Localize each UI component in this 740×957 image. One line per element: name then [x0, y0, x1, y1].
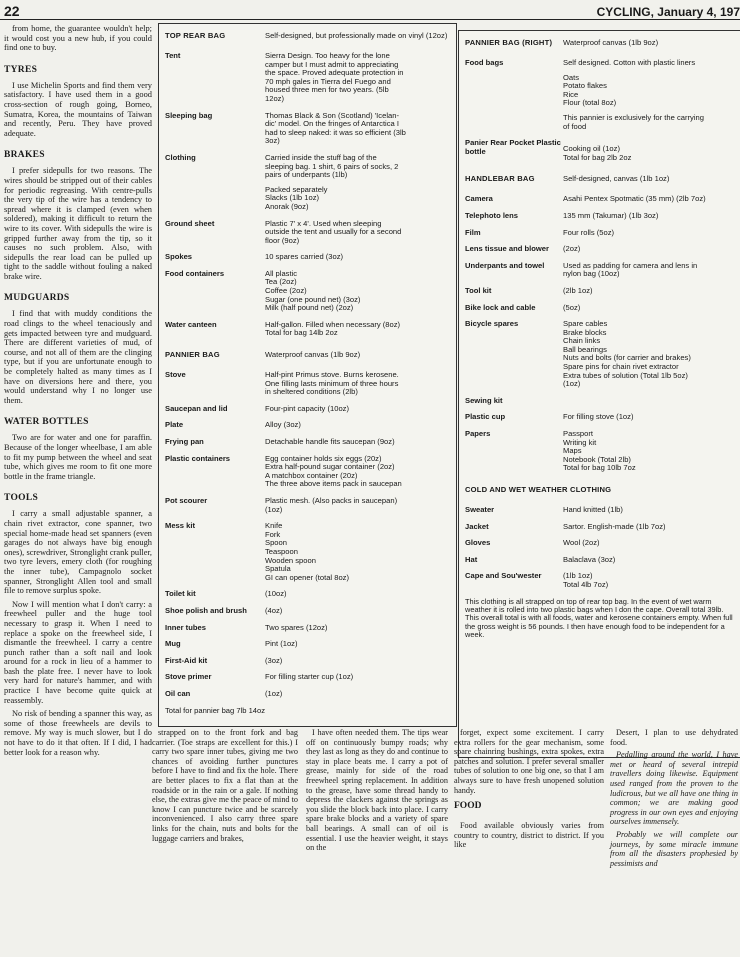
item-row — [165, 52, 450, 104]
item-name: First-Aid kit — [165, 655, 208, 665]
item-name: Saucepan and lid — [165, 403, 228, 413]
bottom-col3-text: forget, expect some excitement. I carry extra rollers for the gear mechanism, some spare chainring bushings, extra spokes, extra patches and solution. I prefer several smaller tubes of solution to one big one, so that I am always sure to have fresh unopened solution handy. — [454, 728, 604, 795]
item-name: Tent — [165, 51, 181, 60]
item-name: Bike lock and cable — [465, 302, 536, 312]
paragraph: Now I will mention what I don't carry: a freewheel puller and the huge tool necessary to grasp it. When I need to replace a spoke on the freewheel side, I dismantle the freewheel. I carry a centre punch rather than a soft nail and look around for a rock in lieu of a hammer to bash the plate free. I never have to look very hard for nature's hammer, and with practice I have become quite quick at reassembly. — [4, 599, 152, 705]
item-details — [265, 371, 450, 397]
detail-line: (3oz) — [265, 656, 283, 665]
detail-line: 70 mph gales in Tierra del Fuego and — [265, 77, 391, 86]
item-details — [265, 154, 450, 212]
detail-line: Four rolls (5oz) — [563, 228, 615, 237]
detail-line: Balaclava (3oz) — [563, 555, 616, 564]
item-row — [465, 413, 736, 422]
item-name: Food containers — [165, 268, 225, 278]
item-name: Plate — [165, 420, 184, 430]
item-details — [563, 229, 736, 238]
detail-line: Total for bag 14lb 2oz — [265, 329, 338, 338]
item-row — [465, 212, 736, 221]
detail-line: Total for bag 10lb 7oz — [563, 464, 636, 473]
item-name: Panier Rear Pocket Plastic bottle — [465, 138, 561, 156]
detail-line: Half-gallon. Filled when necessary (8oz) — [265, 320, 401, 329]
item-details — [563, 304, 736, 313]
detail-line: Self designed. Cotton with plastic liners — [563, 59, 696, 67]
bottom-col4-text: Desert, I plan to use dehydrated food. — [610, 728, 738, 747]
detail-line: Detachable handle fits saucepan (9oz) — [265, 438, 395, 446]
item-details — [563, 245, 736, 254]
detail-line: Chain links — [563, 337, 601, 346]
item-row — [465, 195, 736, 204]
detail-line: GI can opener (total 8oz) — [265, 573, 349, 582]
item-row — [165, 321, 450, 338]
section-header — [165, 27, 450, 44]
item-details — [265, 455, 450, 489]
detail-line: (1oz) — [563, 380, 581, 389]
detail-line: One filling lasts minimum of three hours — [265, 379, 399, 388]
item-row — [165, 421, 450, 430]
item-details — [563, 556, 736, 565]
food-heading: FOOD — [454, 801, 482, 812]
item-name: Sleeping bag — [165, 110, 213, 120]
page-number: 22 — [4, 3, 20, 19]
item-name: Camera — [465, 194, 493, 204]
item-name: Sewing kit — [465, 395, 503, 405]
top-rear-bag-box — [158, 23, 457, 727]
detail-line: Plastic 7' x 4'. Used when sleeping — [265, 219, 382, 228]
item-details — [563, 413, 736, 422]
detail-line: Spare pins for chain rivet extractor — [563, 363, 679, 372]
item-row — [165, 405, 450, 414]
detail-line: housed three men for two years. (5lb — [265, 86, 389, 95]
section-heading: BRAKES — [4, 150, 45, 161]
detail-line: For filling stove (1oz) — [563, 413, 634, 422]
section-title: TOP REAR BAG — [165, 31, 226, 40]
detail-line: Wool (2oz) — [563, 539, 600, 548]
item-row — [465, 523, 736, 532]
item-details — [563, 430, 736, 473]
paragraph: I use Michelin Sports and find them very satisfactory. I have used them in a good cross-section of rough going, Borneo, Sumatra, Korea, the mountains of Taiwan and recently, Peru. They have proved adequate. — [4, 80, 152, 138]
item-name: Plastic containers — [165, 453, 230, 463]
item-row — [465, 287, 736, 296]
detail-line: Spare cables — [563, 320, 608, 329]
detail-line: Sierra Design. Too heavy for the lone — [265, 52, 390, 60]
item-details — [563, 397, 736, 406]
section-subtitle: Self-designed, canvas (1lb 1oz) — [563, 174, 670, 184]
bottom-column-1 — [152, 728, 298, 846]
item-row — [465, 245, 736, 254]
detail-line: Thomas Black & Son (Scotland) 'Icelan- — [265, 111, 399, 120]
section-header — [165, 346, 450, 363]
detail-line: (2lb 1oz) — [563, 286, 593, 295]
item-row — [165, 438, 450, 447]
section-header — [465, 170, 736, 187]
detail-line: Egg container holds six eggs (20z) — [265, 454, 382, 463]
item-name: Jacket — [465, 521, 489, 531]
item-name: Spokes — [165, 252, 193, 262]
item-details — [265, 52, 450, 104]
detail-line: 135 mm (Takumar) (1lb 3oz) — [563, 211, 659, 220]
detail-line: This pannier is exclusively for the carrying — [563, 113, 704, 122]
item-row — [165, 371, 450, 397]
detail-line: (4oz) — [265, 606, 283, 615]
detail-line: (1oz) — [265, 689, 283, 698]
detail-line: Slacks (1lb 1oz) — [265, 194, 320, 203]
page-header — [0, 3, 740, 20]
item-details — [265, 112, 450, 146]
item-name: Gloves — [465, 538, 491, 548]
section-heading: WATER BOTTLES — [4, 417, 89, 428]
paragraph: Two are for water and one for paraffin. Because of the longer wheelbase, I am able to fit my pump between the wheel and seat tube, which gives me room to fit one more bottle in the frame triangle. — [4, 433, 152, 481]
item-details — [265, 607, 450, 616]
item-row — [165, 673, 450, 682]
detail-line: Sugar (one pound net) (3oz) — [265, 295, 361, 304]
item-name: Water canteen — [165, 319, 217, 329]
item-details — [563, 262, 736, 279]
detail-line: Total 4lb 7oz) — [563, 580, 609, 589]
detail-line — [563, 397, 736, 403]
section-subtitle: Waterproof canvas (1lb 9oz) — [265, 350, 361, 360]
detail-line: Half-pint Primus stove. Burns kerosene. — [265, 371, 399, 380]
detail-line: Carried inside the stuff bag of the — [265, 153, 377, 162]
item-name: Cape and Sou'wester — [465, 571, 542, 581]
item-row — [465, 556, 736, 565]
item-name: Bicycle spares — [465, 319, 519, 329]
section-title: PANNIER BAG — [165, 350, 220, 360]
detail-line: Milk (half pound net) (2oz) — [265, 304, 354, 313]
section-subtitle: Self-designed, but professionally made on vinyl (12oz) — [265, 31, 448, 40]
item-details — [563, 506, 736, 515]
item-row — [165, 522, 450, 582]
box-total: Total for pannier bag 7lb 14oz — [165, 706, 266, 716]
item-row — [165, 455, 450, 489]
item-name: Frying pan — [165, 437, 204, 446]
detail-line: Used as padding for camera and lens in — [563, 261, 698, 270]
item-row — [465, 572, 736, 589]
detail-line: of food — [563, 122, 587, 131]
item-details — [563, 523, 736, 532]
item-name: Stove — [165, 370, 186, 380]
item-name: Plastic cup — [465, 412, 506, 422]
detail-line: Extra half-pound sugar container (2oz) — [265, 463, 395, 472]
item-details — [265, 270, 450, 313]
section-heading: TYRES — [4, 64, 38, 75]
detail-line: (1lb 1oz) — [563, 572, 593, 581]
item-row — [465, 320, 736, 389]
detail-line: Alloy (3oz) — [265, 421, 301, 430]
item-name: Stove primer — [165, 672, 212, 682]
item-row — [165, 112, 450, 146]
left-column — [4, 24, 152, 761]
item-details — [265, 657, 450, 666]
item-details — [265, 253, 450, 262]
section-subtitle: Waterproof canvas (1lb 9oz) — [563, 38, 659, 47]
item-details — [265, 421, 450, 430]
item-row — [465, 229, 736, 238]
bottom-col2-text: I have often needed them. The tips wear off on continuously bumpy roads; why they last as long as they do and continue to stay in place beats me. I carry a pot of grease, mainly for side of the road freewheel spring replacement. In addition to the grease, have some thread handy to depress the clackers against the springs as you slide the block back into place. I carry spare brake blocks and a variety of spare ball bearings. A small can of oil is essential. I use the heavier weight, it stays on the — [306, 728, 448, 853]
detail-line: Teaspoon — [265, 547, 298, 556]
detail-line: Two spares (12oz) — [265, 623, 328, 632]
item-row — [165, 690, 450, 699]
item-details — [265, 590, 450, 599]
paragraph: I carry a small adjustable spanner, a chain rivet extractor, cone spanner, two special home-made head set spanners (even garages do not always have big enough ones), screwdriver, Stronglight crank puller, two tyre levers, emery cloth (for roughing the inner tube), Campagnolo socket spanner, Stronglight Allen tool and small file to remove surplus spoke. — [4, 509, 152, 596]
item-name: Clothing — [165, 152, 196, 162]
item-details — [265, 497, 450, 514]
item-row — [165, 497, 450, 514]
detail-line: Coffee (2oz) — [265, 287, 307, 296]
item-name: Food bags — [465, 58, 504, 67]
detail-line: 10 spares carried (3oz) — [265, 253, 344, 262]
item-row — [465, 506, 736, 515]
detail-line: Fork — [265, 530, 281, 539]
item-details — [265, 220, 450, 246]
item-details — [265, 438, 450, 447]
section-title: COLD AND WET WEATHER CLOTHING — [465, 485, 612, 494]
item-details — [563, 287, 736, 296]
right-pannier-box — [458, 30, 740, 758]
detail-line: outside the tent and usually for a second — [265, 228, 402, 237]
item-row — [465, 262, 736, 279]
item-name: Sweater — [465, 505, 495, 514]
item-name: Papers — [465, 429, 491, 439]
item-row — [465, 304, 736, 313]
item-details — [563, 139, 736, 162]
item-details — [563, 212, 736, 221]
detail-line: (10oz) — [265, 590, 287, 599]
item-name: Ground sheet — [165, 218, 215, 228]
detail-line: pairs of underpants (1lb) — [265, 171, 348, 180]
item-row — [165, 640, 450, 649]
detail-line: nylon bag (10oz) — [563, 270, 620, 279]
detail-line: Spoon — [265, 539, 287, 548]
detail-line: Wooden spoon — [265, 556, 316, 565]
detail-line: The three above items pack in saucepan — [265, 480, 402, 489]
detail-line: Flour (total 8oz) — [563, 99, 617, 108]
detail-line: All plastic — [265, 269, 298, 278]
item-details — [563, 59, 736, 131]
item-name: Tool kit — [465, 285, 492, 295]
item-name: Film — [465, 227, 481, 237]
detail-line: sleeping bag. 1 shirt, 6 pairs of socks, 2 — [265, 162, 399, 171]
running-head: CYCLING, January 4, 197 — [596, 5, 740, 19]
detail-line: Nuts and bolts (for carrier and brakes) — [563, 354, 691, 363]
item-name: Lens tissue and blower — [465, 244, 549, 254]
detail-line: had to sleep naked: it was so efficient (3lb — [265, 128, 406, 137]
item-name: Pot scourer — [165, 495, 208, 505]
detail-line: Extra tubes of solution (Total 1lb 5oz) — [563, 371, 688, 380]
paragraph: No risk of bending a spanner this way, as some of those freewheels are devils to remove. My way is much slower, but I do not have to do it that often. If I did, I had better look for a reason why. — [4, 709, 152, 757]
detail-line: Packed separately — [265, 185, 328, 194]
paragraph: from home, the guarantee wouldn't help; it would cost you a new hub, if you could find one to buy. — [4, 24, 152, 53]
detail-line: (5oz) — [563, 303, 581, 312]
detail-line: Anorak (9oz) — [265, 202, 309, 211]
item-name: Mess kit — [165, 521, 195, 531]
item-details — [265, 673, 450, 682]
bottom-col4-italic-2: Probably we will complete our journeys, by some miracle immune from all the disasters prophesied by pessimists and — [610, 829, 738, 868]
item-name: Hat — [465, 554, 478, 564]
item-details — [265, 624, 450, 633]
item-row — [465, 139, 736, 162]
bottom-col3-tail: Food available obviously varies from country to country, district to district. If you like — [454, 821, 604, 850]
item-details — [265, 690, 450, 699]
detail-line: dic' model. On the fringes of Antarctica I — [265, 120, 399, 129]
detail-line: camper but I must admit to appreciating — [265, 60, 399, 69]
detail-line: 3oz) — [265, 137, 280, 146]
item-row — [465, 539, 736, 548]
item-name: Toilet kit — [165, 589, 196, 599]
detail-line: (2oz) — [563, 245, 581, 254]
detail-line: Cooking oil (1oz) — [563, 145, 620, 154]
item-name: Oil can — [165, 688, 191, 698]
item-details — [563, 320, 736, 389]
detail-line: Oats — [563, 73, 580, 82]
box-note: This clothing is all strapped on top of rear top bag. In the event of wet warm weather it is rolled into two plastic bags when I don the cape. Overall total 39lb. This overall total is with all foods, water and kerosene containers empty. When full the gross weight is 56 pounds. I then have enough food to be independent for a week. — [465, 596, 733, 640]
bottom-column-4 — [610, 728, 738, 871]
bottom-col1-text: strapped on to the front fork and bag carrier. (Toe straps are excellent for this.) I carry two spare inner tubes, giving me two chances of avoiding further punctures before I have to find and fix the hole. There are better places to fix a flat than at the roadside or in the rain or a gale. If nothing else, the extras give me the peace of mind to know I can puncture twice and be scarcely inconvenienced. I also carry three spare links for the chain, nuts and bolts for the luggage carriers and brakes, — [152, 728, 298, 843]
paragraph: I prefer sidepulls for two reasons. The wires should be stripped out of their cables for periodic regreasing. With centre-pulls the very tip of the wire has a tendency to spread where it is clamped (even when soldered), making it difficult to return the wire to its cover. With sidepulls the wire is gripped further away from the tip, so it causes no such problem. Also, with sidepulls the rear load can be pulled up tight to the saddle without fouling a naked brake wire. — [4, 166, 152, 281]
item-row — [165, 220, 450, 246]
item-name: Shoe polish and brush — [165, 605, 247, 615]
item-row — [465, 59, 736, 131]
detail-line: in sheltered conditions (2lb) — [265, 388, 358, 397]
paragraph: I find that with muddy conditions the road clings to the wheel tenaciously and gets impacted between tyre and mudguard. There are different varieties of mud, of course, and not all of them are the clinging type, but if you are unfortunate enough to be completely halted as many times as I have on diversions here and there, you would understand why I no longer use them. — [4, 309, 152, 405]
item-details — [563, 572, 736, 589]
item-name: Telephoto lens — [465, 210, 519, 220]
detail-line: Spatula — [265, 565, 291, 574]
item-row — [465, 430, 736, 473]
item-row — [165, 253, 450, 262]
detail-line: Plastic mesh. (Also packs in saucepan) — [265, 496, 398, 505]
detail-line: Pint (1oz) — [265, 640, 298, 649]
item-name: Inner tubes — [165, 622, 206, 632]
detail-line: 12oz) — [265, 94, 284, 103]
item-row — [465, 397, 736, 406]
detail-line: Brake blocks — [563, 328, 607, 337]
item-details — [265, 405, 450, 414]
detail-line: Four-pint capacity (10oz) — [265, 404, 349, 413]
section-title: HANDLEBAR BAG — [465, 174, 535, 184]
detail-line: Potato flakes — [563, 82, 607, 91]
detail-line: Total for bag 2lb 2oz — [563, 153, 632, 162]
item-row — [165, 270, 450, 313]
item-row — [165, 607, 450, 616]
detail-line: Ball bearings — [563, 345, 607, 354]
detail-line: Hand knitted (1lb) — [563, 506, 623, 514]
section-title: PANNIER BAG (RIGHT) — [465, 38, 553, 47]
item-details — [563, 195, 736, 204]
section-heading: TOOLS — [4, 493, 39, 504]
detail-line: Sartor. English-made (1lb 7oz) — [563, 522, 666, 531]
section-heading: MUDGUARDS — [4, 293, 70, 304]
item-details — [265, 321, 450, 338]
detail-line: Rice — [563, 90, 579, 99]
detail-line: floor (9oz) — [265, 236, 300, 245]
item-row — [165, 154, 450, 212]
item-name: Mug — [165, 639, 181, 649]
item-row — [165, 657, 450, 666]
detail-line: Knife — [265, 522, 283, 531]
item-details — [265, 640, 450, 649]
item-row — [165, 624, 450, 633]
detail-line: Maps — [563, 447, 582, 456]
bottom-column-3 — [454, 728, 604, 853]
bottom-column-2 — [306, 728, 448, 856]
item-details — [563, 539, 736, 548]
item-row — [165, 590, 450, 599]
detail-line: A matchbox container (20z) — [265, 471, 358, 480]
item-details — [265, 522, 450, 582]
detail-line: For filling starter cup (1oz) — [265, 673, 354, 682]
detail-line: Passport — [563, 430, 593, 439]
item-name: Underpants and towel — [465, 260, 545, 270]
detail-line: Notebook (Total 2lb) — [563, 455, 631, 464]
detail-line: (1oz) — [265, 505, 283, 514]
bottom-col4-italic-1: Pedalling around the world, I have met or heard of several intrepid travellers doing likewise. Equipment used ranged from the proven to the ludicrous, but we all have one thing in common; we are making good progress in our own eyes and enjoying ourselves immensely. — [610, 750, 738, 827]
detail-line: Writing kit — [563, 438, 597, 447]
detail-line: the space. Proved adequate protection in — [265, 69, 404, 78]
detail-line: Tea (2oz) — [265, 278, 297, 287]
detail-line: Asahi Pentex Spotmatic (35 mm) (2lb 7oz) — [563, 195, 706, 204]
section-header — [465, 34, 736, 51]
section-header — [465, 481, 736, 498]
